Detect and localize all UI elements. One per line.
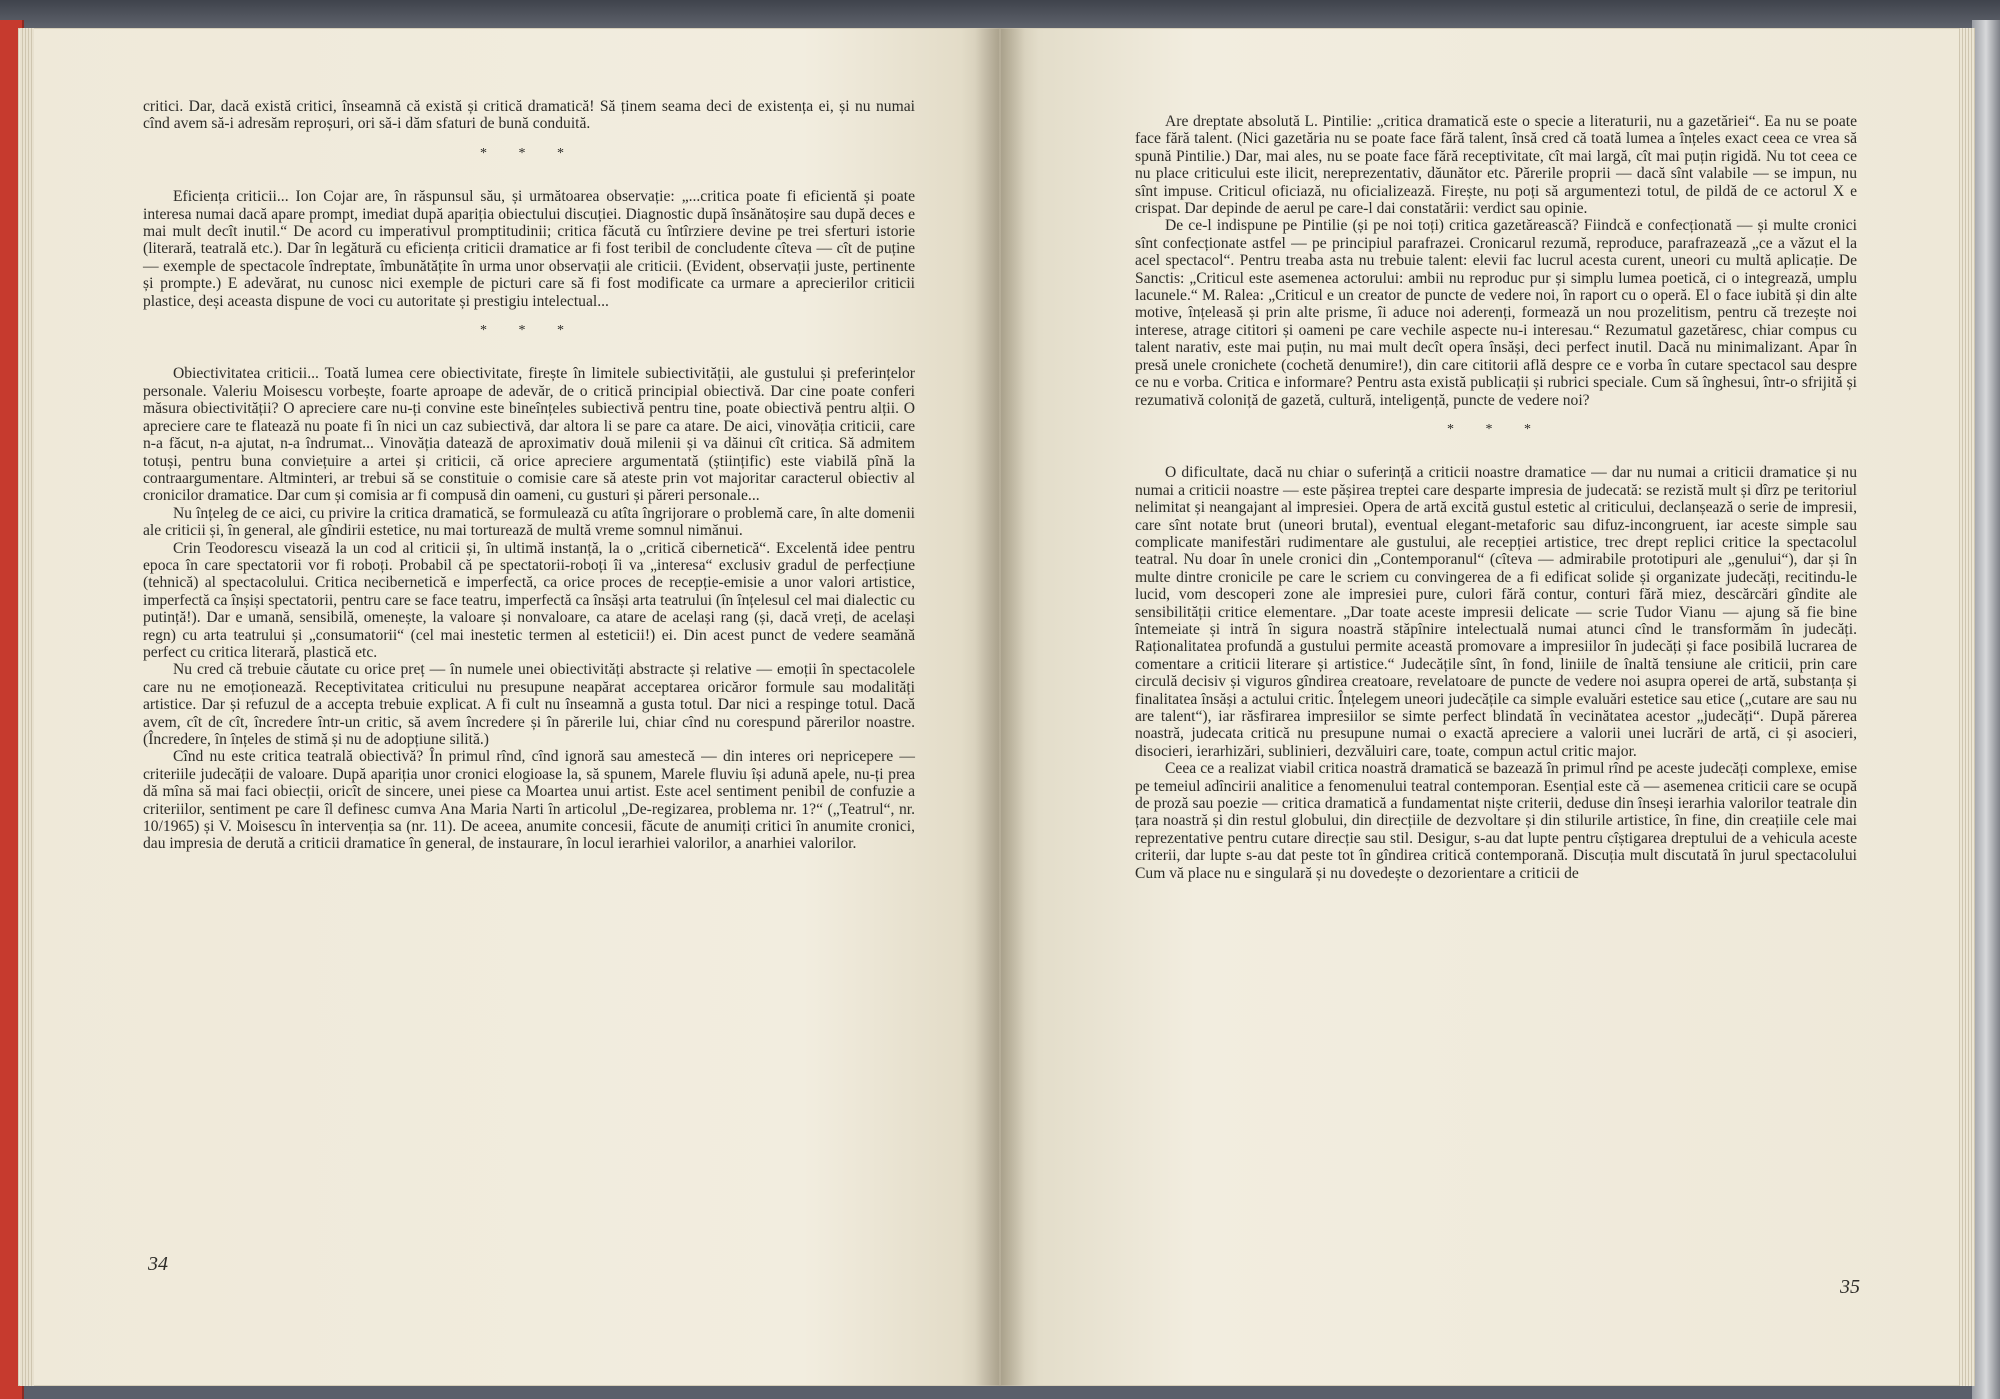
right-page bbox=[1000, 28, 1975, 1386]
paragraph: Nu înțeleg de ce aici, cu privire la critica dramatică, se formulează cu atîta îngrijorare o problemă care, în alte domenii ale criticii și, în general, ale gîndirii estetice, nu mai torturează de multă vreme somnul nimănui. bbox=[143, 504, 915, 540]
left-page bbox=[18, 28, 1000, 1386]
left-page-edge bbox=[20, 28, 34, 1386]
right-page-text bbox=[1135, 113, 1857, 882]
paragraph: Crin Teodorescu visează la un cod al criticii și, în ultimă instanță, la o „critică cibernetică“. Excelentă idee pentru epoca în care spectatorii vor fi roboți. Probabil că pe spectatorii-roboți îi va „interesa“ exclusiv gradul de perfecțiune (tehnică) al spectacolului. Critica necibernetică e imperfectă, ca orice proces de recepție-emisie a unor valori artistice, imperfectă ca înșiși spectatorii, pentru care se face teatru, imperfectă ca însăși arta teatrului (în înțelesul cel mai dialectic cu putință!). Dar e umană, sensibilă, omenește, la valoare și nonvaloare, ca atare de același rang (și, dacă vreți, de același regn) cu arta teatrului și „consumatorii“ (cel mai inestetic termen al esteticii!) ei. Din acest punct de vedere seamănă perfect cu critica literară, plastică etc. bbox=[143, 539, 915, 661]
page-number: 34 bbox=[148, 1253, 168, 1275]
paragraph: Nu cred că trebuie căutate cu orice preț — în numele unei obiectivități abstracte și relative — emoții în spectacolele care nu ne emoționează. Receptivitatea criticului nu presupune neapărat acceptarea oricăror formule sau modalități artistice. Dar și refuzul de a accepta trebuie explicat. A fi cult nu înseamnă a gusta totul. Dar nici a respinge totul. Dacă avem, cît de cît, încredere într-un critic, să avem încredere și în părerile lui, chiar cînd nu corespund părerilor noastre. (Încredere, în înțeles de stimă și nu de adopțiune silită.) bbox=[143, 661, 915, 748]
paragraph: De ce-l indispune pe Pintilie (și pe noi toți) critica gazetărească? Fiindcă e confecționată — și multe cronici sînt confecționate astfel — pe principiul parafrazei. Cronicarul rezumă, reproduce, parafrazează „ce a văzut el la acel spectacol“. Pentru treaba asta nu trebuie talent: elevii fac lucrul acesta curent, uneori cu multă aplicație. De Sanctis: „Criticul este asemenea actorului: ambii nu reproduc pur și simplu lumea poetică, ci o integrează, umplu lacunele.“ M. Ralea: „Criticul e un creator de puncte de vedere noi, în raport cu o operă. El o face iubită și din alte motive, înțeleasă și prin alte prisme, îi aduce noi aderenți, formează un nou prozelitism, pentru că trezește noi interese, atrage cititori și oameni pe care vechile aspecte nu-i interesau.“ Rezumatul gazetăresc, chiar compus cu talent narativ, este mai puțin, nu mai mult decît opera însăși, deci perfect inutil. Dacă nu minimalizant. Apar în presă unele cronichete (cochetă denumire!), din care cititorii află despre ce e vorba în cutare spectacol sau despre ce nu e vorba. Critica e informare? Pentru asta există publicații și rubrici speciale. Cum să înghesui, într-o sfrijită și rezumativă coloniță de gazetă, cultură, inteligență, puncte de vedere noi? bbox=[1135, 217, 1857, 409]
section-separator: * * * bbox=[480, 145, 578, 161]
paragraph: Obiectivitatea criticii... Toată lumea cere obiectivitate, firește în limitele subiectivității, ale gustului și preferințelor personale. Valeriu Moisescu vorbește, foarte aproape de adevăr, de o critică principial obiectivă. Dar cine poate conferi măsura obiectivității? O apreciere care nu-ți convine este bineînțeles subiectivă pentru tine, poate obiectivă pentru alții. O apreciere care te flatează nu poate fi în nici un caz subiectivă, dar altora li se pare ca atare. De aici, vinovăția criticii, care n-a făcut, n-a ajutat, n-a îndrumat... Vinovăția datează de aproximativ două milenii și va dăinui cît critica. Să admitem totuși, pentru buna conviețuire a artei și criticii, că orice apreciere argumentată (științific) este viabilă pînă la contraargumentare. Altminteri, ar trebui să se constituie o comisie care să ateste prin vot majoritar caracterul obiectiv al cronicilor dramatice. Dar cum și comisia ar fi compusă din oameni, cu gusturi și păreri personale... bbox=[143, 365, 915, 505]
paragraph: O dificultate, dacă nu chiar o suferință a criticii noastre dramatice — dar nu numai a criticii dramatice și nu numai a criticii noastre — este pășirea treptei care desparte impresia de judecată: se rezistă mult și dîrz pe teritoriul nelimitat și neangajant al impresiei. Opera de artă excită gustul estetic al criticului, declanșează o serie de impresii, care sînt notate brut (uneori brutal), eventual elegant-metaforic sau difuz-incongruent, iar aceste simple sau complicate manifestări rudimentare ale gustului, ale recepției artistice, trec drept replici critice la spectacolul teatral. Nu doar în unele cronici din „Contemporanul“ (cîteva — admirabile prototipuri ale „genului“), dar și în multe dintre cronicile pe care le scriem cu convingerea de a fi edificat solide și organizate judecăți, recitindu-le lucid, vom descoperi zone ale impresiei pure, culori fără contur, conturi fără miez, descărcări gîndite ale sensibilității critice elementare. „Dar toate aceste impresii delicate — scrie Tudor Vianu — ajung să fie bine întemeiate și intră în sigura noastră stăpînire intelectuală numai atunci cînd le transformăm în judecăți. Raționalitatea profundă a gustului permite această promovare a impresiilor în judecăți și face posibilă lucrarea de comentare a criticii literare și artistice.“ Judecățile sînt, în fond, liniile de înaltă tensiune ale criticii, prin care circulă decisiv și viguros gîndirea creatoare, revelatoare de puncte de vedere noi asupra operei de artă, substanța și finalitatea însăși a actului critic. Înțelegem uneori judecățile ca simple evaluări estetice sau etice („cutare are sau nu are talent“), iar răsfirarea impresiilor se simte perfect blindată în vecinătatea acestor „judecăți“. După părerea noastră, judecata critică nu presupune numai o exactă apreciere a valorii unei lucrări de artă, ci și asocieri, disocieri, ierarhizări, sublinieri, dezvăluiri care, toate, compun actul critic major. bbox=[1135, 464, 1857, 760]
left-page-text bbox=[143, 98, 915, 853]
paragraph: Cînd nu este critica teatrală obiectivă? În primul rînd, cînd ignoră sau amestecă — din interes ori nepricepere — criteriile judecății de valoare. După apariția unor cronici elogioase la, să spunem, Marele fluviu își adună apele, nu-ți prea dă mîna să mai faci obiecții, oricît de sincere, unei piese ca Moartea unui artist. Este acel sentiment penibil de confuzie a criteriilor, sentiment pe care îl definesc cumva Ana Maria Narti în articolul „De-regizarea, problema nr. 1?“ („Teatrul“, nr. 10/1965) și V. Moisescu în intervenția sa (nr. 11). De aceea, anumite concesii, făcute de anumiți critici în anumite cronici, dau impresia de derută a criticii dramatice în general, de instaurare, în locul ierarhiei valorilor, a anarhiei valorilor. bbox=[143, 748, 915, 853]
paragraph: Ceea ce a realizat viabil critica noastră dramatică se bazează în primul rînd pe aceste judecăți complexe, emise pe temeiul adîncirii analitice a fenomenului teatral contemporan. Esențial este că — asemenea criticii care se ocupă de proză sau poezie — critica dramatică a fundamentat niște criterii, deduse din înseși ierarhia valorilor teatrale din țara noastră și din restul globului, din direcțiile de dezvoltare și din stilurile artistice, în fine, din creațiile cele mai reprezentative pentru cutare direcție sau stil. Desigur, s-au dat lupte pentru cîștigarea dreptului de a vehicula aceste criterii, dar lupte s-au dat peste tot în gîndirea critică contemporană. Discuția mult discutată în jurul spectacolului Cum vă place nu e singulară și nu dovedește o dezorientare a criticii de bbox=[1135, 760, 1857, 882]
paragraph: critici. Dar, dacă există critici, înseamnă că există și critică dramatică! Să ținem seama deci de existența ei, și nu numai cînd avem să-i adresăm reproșuri, ori să-i dăm sfaturi de bună conduită. bbox=[143, 98, 915, 133]
right-page-edge bbox=[1959, 28, 1975, 1386]
section-separator: * * * bbox=[480, 323, 578, 339]
book-cover-edge bbox=[1972, 20, 2000, 1399]
paragraph: Are dreptate absolută L. Pintilie: „critica dramatică este o specie a literaturii, nu a gazetăriei“. Ea nu se poate face fără talent. (Nici gazetăria nu se poate face fără talent, însă cred că toată lumea a înțeles exact ceea ce vrea să spună Pintilie.) Dar, mai ales, nu se poate face fără receptivitate, cît mai largă, cît mai puțin rigidă. Nu tot ceea ce nu place criticului este ilicit, nereprezentativ, dăunător etc. Părerile proprii — dacă sînt valabile — se impun, nu sînt impuse. Criticul oficiază, nu oficializează. Firește, nu poți să argumentezi totul, de pildă de ce actorul X e crispat. Dar depinde de aerul pe care-l dai constatării: verdict sau opinie. bbox=[1135, 113, 1857, 218]
section-separator: * * * bbox=[1447, 421, 1545, 437]
page-number: 35 bbox=[1840, 1276, 1860, 1298]
paragraph: Eficiența criticii... Ion Cojar are, în răspunsul său, și următoarea observație: „...critica poate fi eficientă și poate interesa numai dacă apare prompt, imediat după apariția obiectului discuției. Diagnostic după însănătoșire sau după deces e mai mult decît inutil.“ De acord cu imperativul promptitudinii; critica făcută cu întîrziere devine pe trei sferturi istorie (literară, teatrală etc.). Dar în legătură cu eficiența criticii dramatice ar fi fost teribil de concludente cîteva — cît de puține — exemple de spectacole îndreptate, îmbunătățite în urma unor observații ale criticii. (Evident, observații juste, pertinente și prompte.) E adevărat, nu cunosc nici exemple de picturi care să fi fost modificate ca urmare a aprecierilor criticii plastice, deși aceasta dispune de voci cu autoritate și prestigiu intelectual... bbox=[143, 188, 915, 310]
